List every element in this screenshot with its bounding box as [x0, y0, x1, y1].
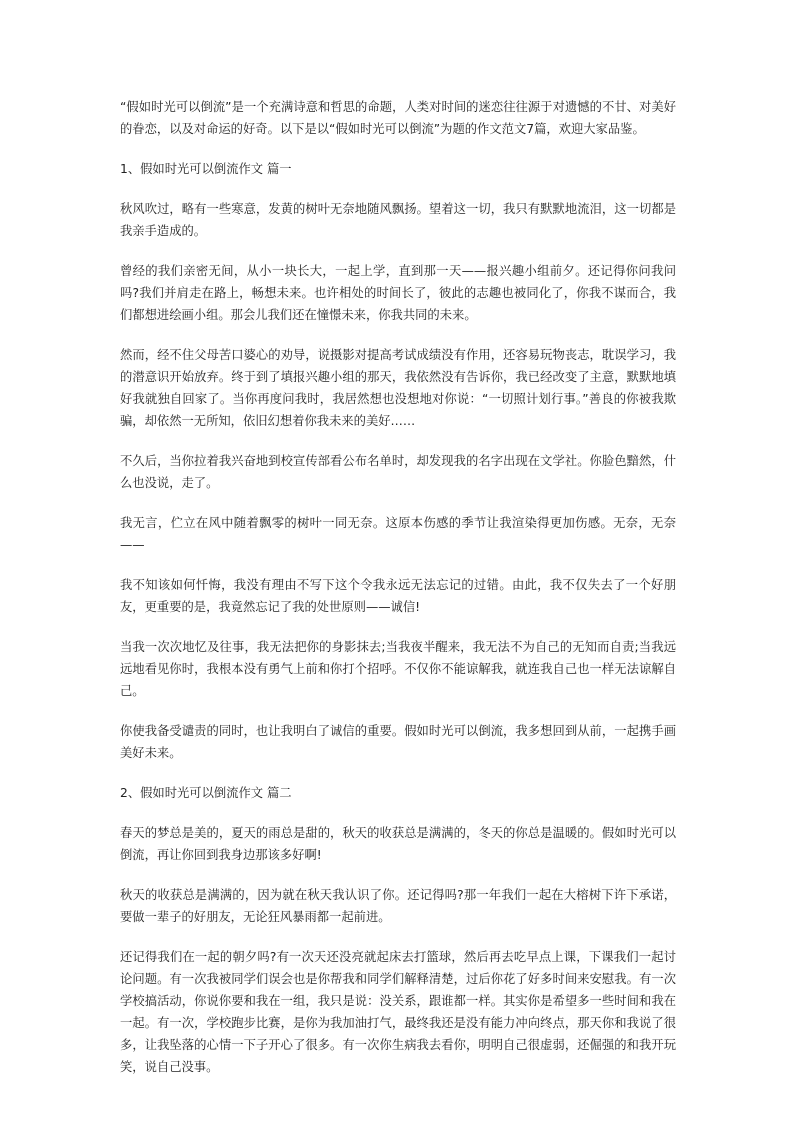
intro-paragraph: “假如时光可以倒流”是一个充满诗意和哲思的命题，人类对时间的迷恋往往源于对遗憾的不甘、对美好的眷恋，以及对命运的好奇。以下是以“假如时光可以倒流”为题的作文范文7篇，欢迎大家品鉴。 — [120, 100, 676, 136]
section-1-paragraph: 我不知该如何忏悔，我没有理由不写下这个令我永远无法忘记的过错。由此，我不仅失去了一个好朋友，更重要的是，我竟然忘记了我的处世原则——诚信! — [120, 578, 676, 614]
section-1-paragraph: 我无言，伫立在风中随着飘零的树叶一同无奈。这原本伤感的季节让我渲染得更加伤感。无奈，无奈—— — [120, 516, 676, 552]
section-1-paragraph: 不久后，当你拉着我兴奋地到校宣传部看公布名单时，却发现我的名字出现在文学社。你脸色黯然，什么也没说，走了。 — [120, 454, 676, 490]
section-1-paragraph: 你使我备受谴责的同时，也让我明白了诚信的重要。假如时光可以倒流，我多想回到从前，一起携手画美好未来。 — [120, 724, 676, 760]
section-1-paragraph: 曾经的我们亲密无间，从小一块长大，一起上学，直到那一天——报兴趣小组前夕。还记得你问我问吗?我们并肩走在路上，畅想未来。也许相处的时间长了，彼此的志趣也被同化了，你我不谋而合，我们都想进绘画小组。那会儿我们还在憧憬未来，你我共同的未来。 — [120, 264, 676, 322]
section-2-paragraph: 春天的梦总是美的，夏天的雨总是甜的，秋天的收获总是满满的，冬天的你总是温暖的。假如时光可以倒流，再让你回到我身边那该多好啊! — [120, 826, 676, 862]
section-1-paragraph: 当我一次次地忆及往事，我无法把你的身影抹去;当我夜半醒来，我无法不为自己的无知而自责;当我远远地看见你时，我根本没有勇气上前和你打个招呼。不仅你不能谅解我，就连我自己也一样无法谅解自己。 — [120, 640, 676, 698]
section-2-paragraph: 还记得我们在一起的朝夕吗?有一次天还没亮就起床去打篮球，然后再去吃早点上课，下课我们一起讨论问题。有一次我被同学们误会也是你帮我和同学们解释清楚，过后你花了好多时间来安慰我。有一次学校搞活动，你说你要和我在一组，我只是说：没关系，跟谁都一样。其实你是希望多一些时间和我在一起。有一次，学校跑步比赛，是你为我加油打气，最终我还是没有能力冲向终点，那天你和我说了很多，让我坠落的心情一下子开心了很多。有一次你生病我去看你，明明自己很虚弱，还倔强的和我开玩笑，说自己没事。 — [120, 950, 676, 1074]
document-body — [120, 96, 676, 1096]
section-1-heading: 1、假如时光可以倒流作文 篇一 — [120, 162, 292, 176]
section-2-heading: 2、假如时光可以倒流作文 篇二 — [120, 786, 292, 800]
section-2-paragraph: 秋天的收获总是满满的，因为就在秋天我认识了你。还记得吗?那一年我们一起在大榕树下许下承诺，要做一辈子的好朋友，无论狂风暴雨都一起前进。 — [120, 888, 676, 924]
section-1-paragraph: 然而，经不住父母苦口婆心的劝导，说摄影对提高考试成绩没有作用，还容易玩物丧志，耽误学习，我的潜意识开始放弃。终于到了填报兴趣小组的那天，我依然没有告诉你，我已经改变了主意，默默地填好我就独自回家了。当你再度问我时，我居然想也没想地对你说：“一切照计划行事。”善良的你被我欺骗，却依然一无所知，依旧幻想着你我未来的美好…… — [120, 348, 676, 428]
section-1-paragraph: 秋风吹过，略有一些寒意，发黄的树叶无奈地随风飘扬。望着这一切，我只有默默地流泪，这一切都是我亲手造成的。 — [120, 202, 676, 238]
